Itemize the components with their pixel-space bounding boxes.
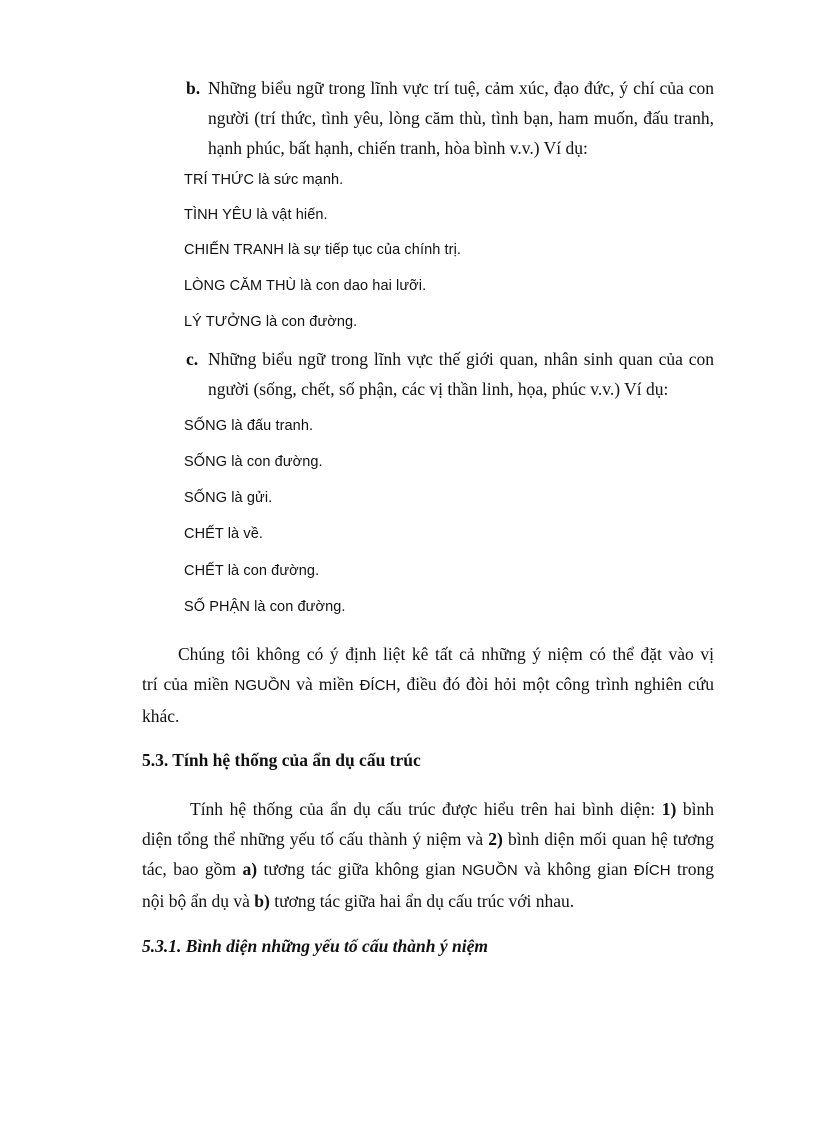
text-run: , điều đó đòi hỏi một công trình nghiên cứu — [396, 674, 715, 694]
text-line: khác. — [142, 706, 180, 726]
example-line: CHIẾN TRANH là sự tiếp tục của chính trị. — [184, 242, 462, 258]
text-run: 1) — [661, 799, 677, 819]
text-run: trí của miền — [142, 674, 235, 694]
text-line: Những biểu ngữ trong lĩnh vực thế giới quan, nhân sinh quan của con — [208, 349, 714, 369]
subsection-heading: 5.3.1. Bình diện những yếu tố cấu thành ý niệm — [142, 936, 488, 956]
text-line — [142, 669, 714, 701]
text-line: người (trí thức, tình yêu, lòng căm thù, tình bạn, ham muốn, đấu tranh, — [208, 108, 714, 128]
example-line: CHẾT là về. — [184, 526, 263, 542]
text-run: bình — [676, 799, 714, 819]
text-run: nội bộ ẩn dụ và — [142, 891, 255, 911]
term-target: ĐÍCH — [633, 862, 671, 879]
example-line: LÒNG CĂM THÙ là con dao hai lưỡi. — [184, 278, 427, 294]
text-run: tương tác giữa không gian — [257, 859, 462, 879]
text-run: trong — [670, 859, 714, 879]
text-run: a) — [242, 859, 258, 879]
example-line: LÝ TƯỞNG là con đường. — [184, 314, 358, 330]
text-run: Tính hệ thống của ẩn dụ cấu trúc được hiểu trên hai bình diện: — [190, 799, 662, 819]
text-run: bình diện mối quan hệ tương — [502, 829, 714, 849]
text-run: diện tổng thể những yếu tố cấu thành ý niệm và — [142, 829, 489, 849]
text-run: và miền — [290, 674, 360, 694]
text-line — [142, 794, 714, 824]
list-item-c — [186, 344, 714, 404]
text-line — [142, 824, 714, 854]
list-item-b-text — [208, 73, 714, 163]
example-line: CHẾT là con đường. — [184, 563, 320, 579]
example-line: SỐNG là đấu tranh. — [184, 418, 314, 434]
text-line — [142, 886, 714, 916]
text-run: tương tác giữa hai ẩn dụ cấu trúc với nhau. — [269, 891, 575, 911]
paragraph — [142, 794, 714, 916]
list-item-b — [186, 73, 714, 163]
term-source: NGUỒN — [461, 862, 518, 879]
list-marker-b: b. — [186, 78, 201, 98]
example-line: SỐNG là con đường. — [184, 454, 323, 470]
text-run: tác, bao gồm — [142, 859, 243, 879]
text-run: 2) — [488, 829, 503, 849]
example-line: SỐ PHẬN là con đường. — [184, 599, 346, 615]
paragraph — [142, 639, 714, 731]
term-target: ĐÍCH — [359, 677, 397, 694]
text-line: Chúng tôi không có ý định liệt kê tất cả những ý niệm có thể đặt vào vị — [178, 644, 714, 664]
term-source: NGUỒN — [234, 677, 291, 694]
text-run: b) — [254, 891, 270, 911]
example-line: TRÍ THỨC là sức mạnh. — [184, 172, 344, 188]
text-line: hạnh phúc, bất hạnh, chiến tranh, hòa bình v.v.) Ví dụ: — [208, 138, 588, 158]
example-line: SỐNG là gửi. — [184, 490, 273, 506]
text-line: Những biểu ngữ trong lĩnh vực trí tuệ, cảm xúc, đạo đức, ý chí của con — [208, 78, 714, 98]
list-marker-c: c. — [186, 349, 199, 369]
section-heading: 5.3. Tính hệ thống của ẩn dụ cấu trúc — [142, 750, 421, 770]
text-line: người (sống, chết, số phận, các vị thần linh, họa, phúc v.v.) Ví dụ: — [208, 379, 669, 399]
example-line: TÌNH YÊU là vật hiến. — [184, 207, 328, 223]
text-run: và không gian — [517, 859, 634, 879]
text-line — [142, 854, 714, 886]
list-item-c-text — [208, 344, 714, 404]
